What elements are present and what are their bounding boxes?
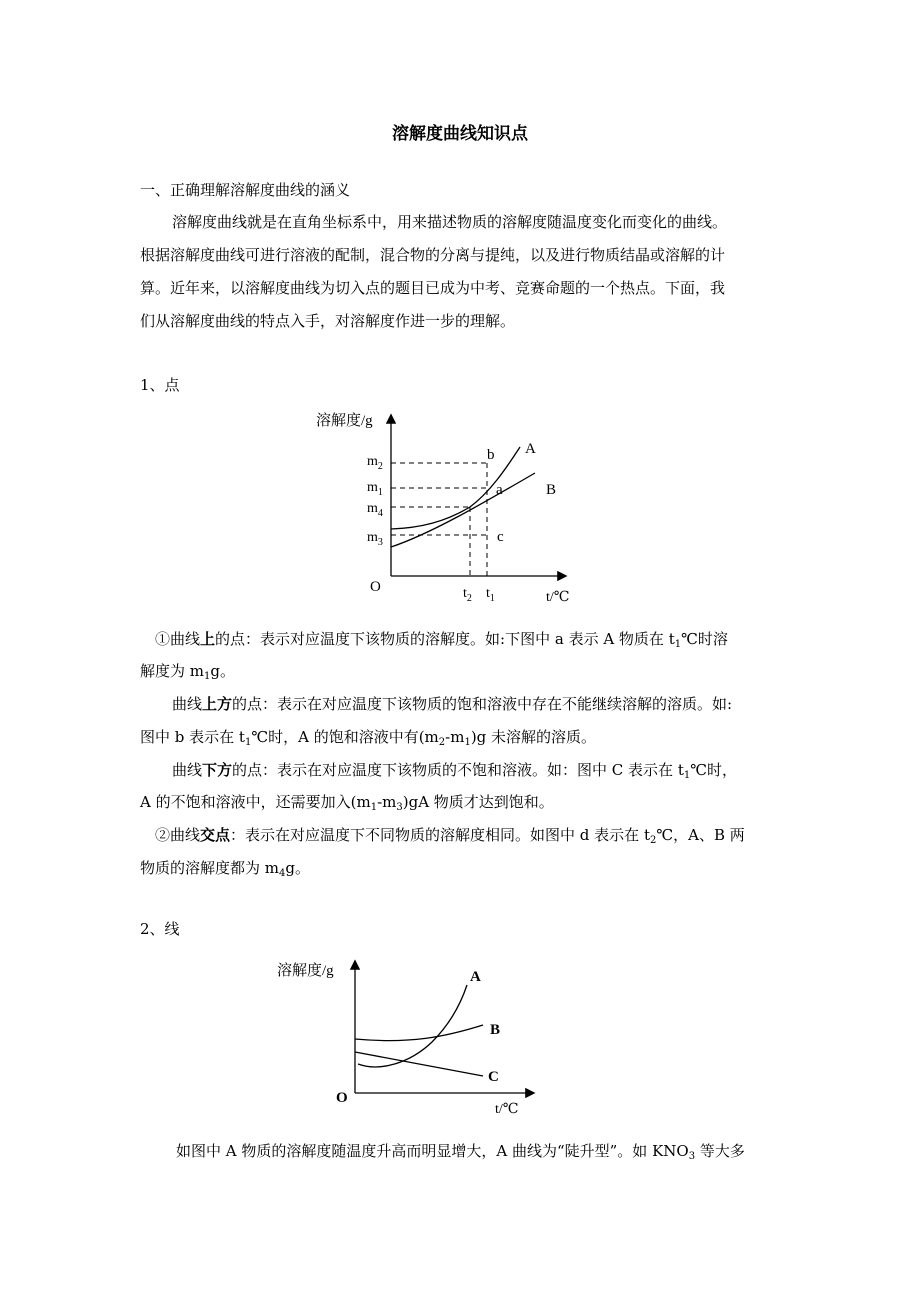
page-title: 溶解度曲线知识点	[392, 124, 528, 144]
curve-a-label: A	[525, 441, 536, 457]
x-axis-label: t/℃	[546, 590, 570, 605]
paragraph-line: 图中 b 表示在 $t_1℃$时，A 的饱和溶液中有$(m_2-m_1)g$ 未溶解的溶质。	[140, 728, 597, 748]
m2-label: $m_2$	[367, 454, 383, 472]
paragraph-line: 如图中 A 物质的溶解度随温度升高而明显增大，A 曲线为“陡升型”。如 $KNO_3$ 等大多	[176, 1142, 745, 1162]
section-heading: 1、点	[140, 376, 180, 394]
paragraph-line: A 的不饱和溶液中，还需要加入$(m_1-m_3)gA$ 物质才达到饱和。	[140, 793, 554, 813]
curve-a-label: A	[470, 969, 481, 985]
x-axis-label: t/℃	[495, 1102, 519, 1117]
point-c-label: c	[497, 529, 504, 545]
m1-label: $m_1$	[367, 480, 383, 498]
paragraph-line: 物质的溶解度都为 $m_4g$。	[140, 859, 310, 879]
section-heading: 2、线	[140, 920, 180, 938]
t1-label: $t_1$	[486, 586, 495, 604]
paragraph-line: 根据溶解度曲线可进行溶液的配制，混合物的分离与提纯，以及进行物质结晶或溶解的计	[140, 246, 726, 264]
m4-label: $m_4$	[367, 501, 383, 519]
paragraph-line: ②曲线交点：表示在对应温度下不同物质的溶解度相同。如图中 d 表示在 $t_2℃$，A、B 两	[155, 826, 745, 846]
paragraph-line: 解度为 $m_1g$。	[140, 662, 235, 682]
section-heading: 一、正确理解溶解度曲线的涵义	[140, 181, 351, 199]
y-axis-label: 溶解度/g	[277, 963, 334, 979]
paragraph-line: 曲线上方的点：表示在对应温度下该物质的饱和溶液中存在不能继续溶解的溶质。如:	[172, 695, 733, 713]
curve-c	[355, 1052, 483, 1076]
y-axis-label: 溶解度/g	[316, 413, 373, 429]
curve-b-label: B	[490, 1022, 501, 1038]
t2-label: $t_2$	[463, 586, 472, 604]
paragraph-line: 溶解度曲线就是在直角坐标系中，用来描述物质的溶解度随温度变化而变化的曲线。	[172, 213, 728, 231]
point-a-label: a	[496, 482, 503, 498]
paragraph-line: 算。近年来，以溶解度曲线为切入点的题目已成为中考、竞赛命题的一个热点。下面，我	[140, 279, 726, 297]
curve-c-label: C	[488, 1069, 499, 1085]
origin-label: O	[370, 579, 381, 595]
m3-label: $m_3$	[367, 530, 383, 548]
point-b-label: b	[487, 447, 495, 463]
origin-label: O	[336, 1090, 348, 1106]
paragraph-line: 曲线下方的点：表示在对应温度下该物质的不饱和溶液。如：图中 C 表示在 $t_1℃$时，	[172, 761, 737, 781]
curve-b	[355, 1025, 483, 1041]
curve-a	[391, 447, 520, 529]
curve-b-label: B	[546, 482, 557, 498]
paragraph-line: ①曲线上的点：表示对应温度下该物质的溶解度。如:下图中 a 表示 A 物质在 $t_1℃$时溶	[155, 630, 728, 650]
curve-a	[358, 985, 467, 1067]
curve-b	[391, 473, 535, 547]
paragraph-line: 们从溶解度曲线的特点入手，对溶解度作进一步的理解。	[140, 312, 516, 330]
